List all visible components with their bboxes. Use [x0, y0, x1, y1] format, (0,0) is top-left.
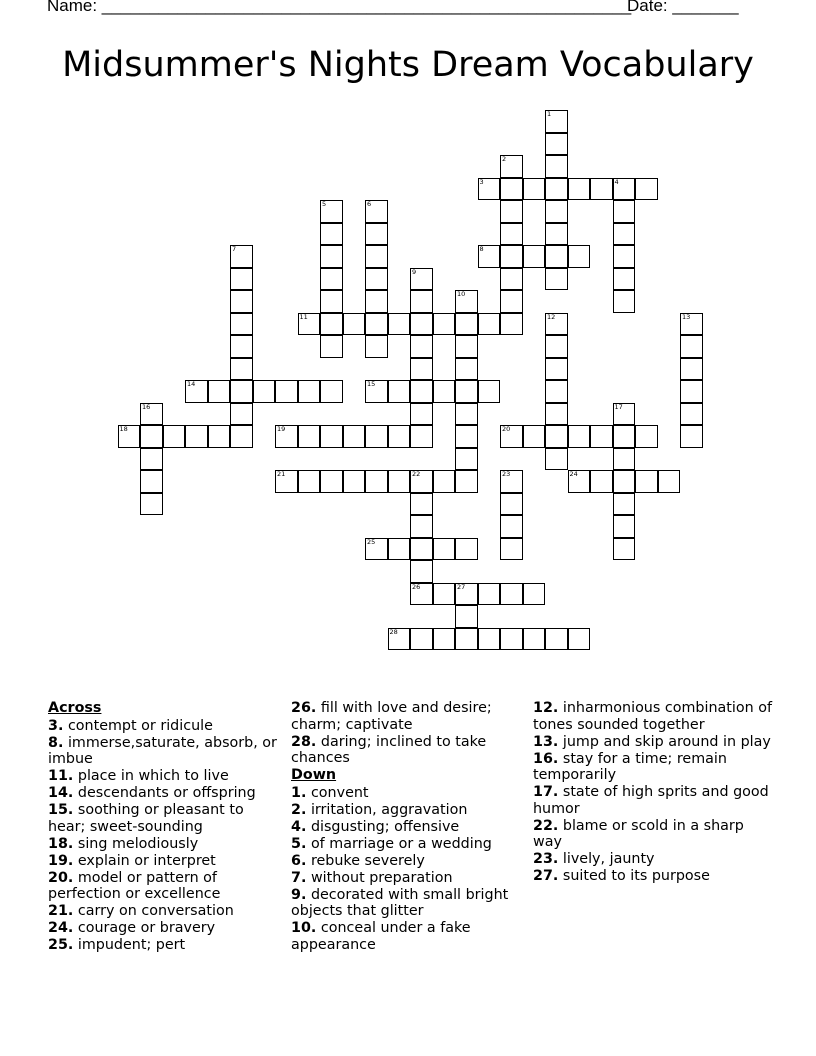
grid-cell[interactable]	[410, 335, 433, 358]
grid-cell[interactable]	[545, 380, 568, 403]
grid-cell[interactable]	[388, 313, 411, 336]
down-clue	[291, 870, 516, 887]
grid-cell[interactable]	[613, 223, 636, 246]
down-clue	[533, 851, 773, 868]
clue-text: jump and skip around in play	[562, 733, 771, 750]
grid-cell[interactable]	[320, 470, 343, 493]
cell-number: 24	[569, 470, 578, 478]
grid-cell[interactable]	[208, 380, 231, 403]
across-clue	[48, 735, 283, 768]
grid-cell[interactable]	[275, 425, 298, 448]
clue-text: convent	[310, 784, 369, 801]
down-clue	[291, 887, 516, 920]
grid-cell[interactable]	[163, 425, 186, 448]
grid-cell[interactable]	[343, 313, 366, 336]
grid-cell[interactable]	[140, 470, 163, 493]
down-clue	[533, 751, 773, 784]
grid-cell[interactable]	[500, 313, 523, 336]
cell-number: 2	[502, 155, 507, 163]
clue-number: 21.	[48, 903, 74, 919]
grid-cell[interactable]	[500, 493, 523, 516]
grid-cell[interactable]	[500, 178, 523, 201]
down-clue	[291, 802, 516, 819]
clue-number: 25.	[48, 937, 74, 953]
clue-text: carry on conversation	[77, 903, 234, 919]
clue-number: 9.	[291, 886, 307, 903]
clue-text: rebuke severely	[310, 852, 425, 869]
grid-cell[interactable]	[613, 470, 636, 493]
grid-cell[interactable]	[478, 380, 501, 403]
grid-cell[interactable]	[680, 380, 703, 403]
across-clue	[48, 903, 283, 920]
grid-cell[interactable]	[343, 470, 366, 493]
grid-cell[interactable]	[523, 245, 546, 268]
grid-cell[interactable]	[320, 313, 343, 336]
down-clue	[533, 700, 773, 733]
grid-cell[interactable]	[365, 380, 388, 403]
grid-cell[interactable]	[410, 628, 433, 651]
cell-number: 18	[119, 425, 128, 433]
grid-cell[interactable]	[590, 425, 613, 448]
cell-number: 12	[547, 312, 556, 321]
cell-number: 3	[479, 177, 484, 186]
clue-text: impudent; pert	[77, 937, 186, 953]
grid-cell[interactable]	[140, 448, 163, 471]
grid-cell[interactable]	[365, 335, 388, 358]
grid-cell[interactable]	[568, 425, 591, 448]
clue-text: model or pattern of perfection or excellence	[48, 869, 221, 902]
clue-number: 3.	[48, 717, 64, 734]
grid-cell[interactable]	[568, 178, 591, 201]
cell-number: 10	[457, 290, 466, 298]
grid-cell[interactable]	[478, 313, 501, 336]
grid-cell[interactable]	[500, 200, 523, 223]
down-clue	[533, 818, 773, 851]
grid-cell[interactable]	[253, 380, 276, 403]
clue-number: 13.	[533, 733, 559, 750]
grid-cell[interactable]	[545, 223, 568, 246]
clue-text: suited to its purpose	[562, 868, 710, 884]
clue-text: contempt or ridicule	[67, 717, 213, 734]
cell-number: 14	[187, 380, 196, 388]
grid-cell[interactable]	[590, 178, 613, 201]
grid-cell[interactable]	[500, 245, 523, 268]
across-clue	[291, 734, 516, 767]
grid-cell[interactable]	[500, 538, 523, 561]
clue-text: sing melodiously	[77, 835, 199, 852]
grid-cell[interactable]	[635, 178, 658, 201]
clue-number: 8.	[48, 734, 64, 751]
clue-text: without preparation	[310, 869, 453, 886]
grid-cell[interactable]	[568, 245, 591, 268]
down-clue	[291, 819, 516, 836]
clue-text: place in which to live	[77, 768, 229, 784]
clue-text: of marriage or a wedding	[310, 835, 492, 852]
grid-cell[interactable]	[455, 358, 478, 381]
grid-cell[interactable]	[680, 358, 703, 381]
grid-cell[interactable]	[388, 538, 411, 561]
clue-text: irritation, aggravation	[310, 801, 468, 818]
grid-cell[interactable]	[320, 245, 343, 268]
clue-number: 22.	[533, 817, 559, 834]
grid-cell[interactable]	[410, 313, 433, 336]
grid-cell[interactable]	[545, 313, 568, 336]
clue-number: 12.	[533, 700, 559, 716]
down-heading: Down	[291, 767, 337, 783]
clue-number: 20.	[48, 869, 74, 886]
across-clue	[48, 853, 283, 870]
across-clue	[291, 700, 516, 733]
grid-cell[interactable]	[523, 178, 546, 201]
cell-number: 7	[232, 245, 237, 253]
down-clue	[291, 853, 516, 870]
grid-cell[interactable]	[545, 403, 568, 426]
grid-cell[interactable]	[500, 470, 523, 493]
grid-cell[interactable]	[320, 268, 343, 291]
cell-number: 22	[412, 470, 421, 478]
cell-number: 19	[277, 425, 286, 433]
grid-cell[interactable]	[523, 583, 546, 606]
date-field-label[interactable]: Date: _______	[627, 0, 739, 15]
grid-cell[interactable]	[433, 538, 456, 561]
grid-cell[interactable]	[433, 380, 456, 403]
clue-text: explain or interpret	[77, 852, 216, 869]
clue-number: 14.	[48, 785, 74, 801]
grid-cell[interactable]	[230, 268, 253, 291]
cell-number: 9	[412, 267, 417, 276]
clue-text: disgusting; offensive	[310, 818, 460, 835]
grid-cell[interactable]	[230, 403, 253, 426]
grid-cell[interactable]	[320, 380, 343, 403]
cell-number: 6	[367, 200, 372, 208]
name-field-label[interactable]: Name: ________________________________________________________	[47, 0, 632, 15]
grid-cell[interactable]	[613, 245, 636, 268]
clue-text: daring; inclined to take chances	[291, 733, 487, 766]
grid-cell[interactable]	[613, 268, 636, 291]
grid-cell[interactable]	[478, 628, 501, 651]
clue-number: 19.	[48, 852, 74, 869]
grid-cell[interactable]	[433, 583, 456, 606]
down-clue	[291, 836, 516, 853]
clues-column-3	[533, 700, 773, 885]
grid-cell[interactable]	[388, 628, 411, 651]
grid-cell[interactable]	[410, 290, 433, 313]
grid-cell[interactable]	[523, 628, 546, 651]
grid-cell[interactable]	[320, 200, 343, 223]
grid-cell[interactable]	[365, 200, 388, 223]
clue-number: 11.	[48, 768, 74, 784]
grid-cell[interactable]	[500, 628, 523, 651]
clue-number: 24.	[48, 920, 74, 936]
cell-number: 4	[614, 177, 619, 186]
grid-cell[interactable]	[433, 470, 456, 493]
clue-number: 7.	[291, 869, 307, 886]
grid-cell[interactable]	[433, 628, 456, 651]
grid-cell[interactable]	[365, 470, 388, 493]
grid-cell[interactable]	[365, 223, 388, 246]
grid-cell[interactable]	[298, 380, 321, 403]
across-clue	[48, 718, 283, 735]
cell-number: 25	[367, 537, 376, 546]
grid-cell[interactable]	[410, 560, 433, 583]
cell-number: 11	[299, 312, 308, 321]
grid-cell[interactable]	[680, 313, 703, 336]
across-clue	[48, 836, 283, 853]
grid-cell[interactable]	[230, 358, 253, 381]
grid-cell[interactable]	[298, 313, 321, 336]
clue-number: 2.	[291, 801, 307, 818]
across-clue	[48, 870, 283, 903]
grid-cell[interactable]	[545, 200, 568, 223]
grid-cell[interactable]	[500, 268, 523, 291]
clue-text: conceal under a fake appearance	[291, 920, 471, 953]
cell-number: 8	[479, 245, 484, 253]
down-clue	[533, 734, 773, 751]
grid-cell[interactable]	[410, 380, 433, 403]
grid-cell[interactable]	[568, 470, 591, 493]
clue-text: courage or bravery	[77, 920, 216, 936]
cell-number: 17	[614, 402, 623, 411]
grid-cell[interactable]	[500, 425, 523, 448]
grid-cell[interactable]	[410, 425, 433, 448]
grid-cell[interactable]	[320, 223, 343, 246]
grid-cell[interactable]	[455, 628, 478, 651]
across-clue	[48, 920, 283, 937]
grid-cell[interactable]	[185, 425, 208, 448]
grid-cell[interactable]	[455, 403, 478, 426]
grid-cell[interactable]	[388, 380, 411, 403]
grid-cell[interactable]	[410, 268, 433, 291]
grid-cell[interactable]	[410, 470, 433, 493]
cell-number: 15	[367, 380, 376, 388]
cell-number: 28	[389, 627, 398, 636]
grid-cell[interactable]	[545, 268, 568, 291]
grid-cell[interactable]	[455, 290, 478, 313]
grid-cell[interactable]	[230, 335, 253, 358]
grid-cell[interactable]	[680, 403, 703, 426]
grid-cell[interactable]	[500, 223, 523, 246]
grid-cell[interactable]	[365, 538, 388, 561]
across-clue	[48, 785, 283, 802]
grid-cell[interactable]	[613, 200, 636, 223]
grid-cell[interactable]	[365, 290, 388, 313]
grid-cell[interactable]	[545, 335, 568, 358]
grid-cell[interactable]	[230, 313, 253, 336]
grid-cell[interactable]	[523, 425, 546, 448]
grid-cell[interactable]	[500, 583, 523, 606]
grid-cell[interactable]	[613, 515, 636, 538]
grid-cell[interactable]	[388, 470, 411, 493]
grid-cell[interactable]	[455, 313, 478, 336]
down-clue	[291, 920, 516, 953]
grid-cell[interactable]	[613, 425, 636, 448]
grid-cell[interactable]	[455, 470, 478, 493]
page-title: Midsummer's Nights Dream Vocabulary	[62, 45, 754, 85]
grid-cell[interactable]	[613, 178, 636, 201]
clue-number: 4.	[291, 818, 307, 835]
grid-cell[interactable]	[635, 470, 658, 493]
grid-cell[interactable]	[478, 178, 501, 201]
clues-column-2	[291, 700, 516, 954]
grid-cell[interactable]	[680, 425, 703, 448]
clue-text: immerse,saturate, absorb, or imbue	[48, 734, 277, 767]
clue-number: 23.	[533, 851, 559, 867]
grid-cell[interactable]	[613, 403, 636, 426]
grid-cell[interactable]	[613, 290, 636, 313]
clue-number: 10.	[291, 920, 317, 936]
clue-number: 16.	[533, 750, 559, 767]
clue-text: fill with love and desire; charm; captivate	[291, 700, 492, 733]
clue-number: 17.	[533, 784, 559, 800]
grid-cell[interactable]	[545, 245, 568, 268]
grid-cell[interactable]	[545, 178, 568, 201]
clue-number: 1.	[291, 784, 307, 801]
grid-cell[interactable]	[140, 425, 163, 448]
grid-cell[interactable]	[365, 425, 388, 448]
grid-cell[interactable]	[455, 538, 478, 561]
clue-number: 6.	[291, 852, 307, 869]
across-heading: Across	[48, 700, 102, 716]
grid-cell[interactable]	[410, 583, 433, 606]
clue-text: state of high sprits and good humor	[533, 784, 769, 817]
cell-number: 1	[547, 110, 552, 118]
grid-cell[interactable]	[275, 470, 298, 493]
grid-cell[interactable]	[320, 335, 343, 358]
grid-cell[interactable]	[545, 358, 568, 381]
grid-cell[interactable]	[590, 470, 613, 493]
grid-cell[interactable]	[343, 425, 366, 448]
grid-cell[interactable]	[478, 245, 501, 268]
grid-cell[interactable]	[635, 425, 658, 448]
grid-cell[interactable]	[410, 358, 433, 381]
clue-text: decorated with small bright objects that glitter	[291, 886, 509, 919]
grid-cell[interactable]	[365, 313, 388, 336]
grid-cell[interactable]	[545, 110, 568, 133]
grid-cell[interactable]	[208, 425, 231, 448]
grid-cell[interactable]	[455, 605, 478, 628]
grid-cell[interactable]	[433, 313, 456, 336]
grid-cell[interactable]	[410, 493, 433, 516]
clue-number: 26.	[291, 700, 317, 716]
down-clue	[533, 868, 773, 885]
grid-cell[interactable]	[298, 470, 321, 493]
clue-text: lively, jaunty	[562, 851, 655, 867]
clue-text: soothing or pleasant to hear; sweet-sounding	[48, 802, 244, 835]
grid-cell[interactable]	[478, 583, 501, 606]
clue-number: 5.	[291, 835, 307, 852]
grid-cell[interactable]	[680, 335, 703, 358]
grid-cell[interactable]	[230, 425, 253, 448]
across-clue	[48, 802, 283, 835]
grid-cell[interactable]	[410, 538, 433, 561]
grid-cell[interactable]	[455, 425, 478, 448]
grid-cell[interactable]	[140, 493, 163, 516]
across-clue	[48, 937, 283, 954]
grid-cell[interactable]	[118, 425, 141, 448]
grid-cell[interactable]	[230, 380, 253, 403]
cell-number: 5	[322, 200, 327, 208]
grid-cell[interactable]	[545, 155, 568, 178]
cell-number: 26	[412, 582, 421, 591]
clue-number: 27.	[533, 868, 559, 884]
cell-number: 23	[502, 470, 511, 478]
grid-cell[interactable]	[613, 448, 636, 471]
clue-number: 28.	[291, 733, 317, 750]
down-clue	[291, 785, 516, 802]
grid-cell[interactable]	[365, 268, 388, 291]
grid-cell[interactable]	[410, 515, 433, 538]
grid-cell[interactable]	[388, 425, 411, 448]
grid-cell[interactable]	[320, 290, 343, 313]
down-clue	[533, 784, 773, 817]
clue-number: 18.	[48, 835, 74, 852]
grid-cell[interactable]	[298, 425, 321, 448]
grid-cell[interactable]	[320, 425, 343, 448]
grid-cell[interactable]	[545, 448, 568, 471]
grid-cell[interactable]	[500, 290, 523, 313]
grid-cell[interactable]	[365, 245, 388, 268]
grid-cell[interactable]	[410, 403, 433, 426]
grid-cell[interactable]	[500, 515, 523, 538]
clue-text: stay for a time; remain temporarily	[533, 750, 727, 783]
clues-column-1	[48, 700, 283, 954]
grid-cell[interactable]	[545, 628, 568, 651]
grid-cell[interactable]	[455, 380, 478, 403]
grid-cell[interactable]	[455, 448, 478, 471]
cell-number: 21	[277, 470, 286, 478]
grid-cell[interactable]	[230, 290, 253, 313]
grid-cell[interactable]	[658, 470, 681, 493]
clue-text: blame or scold in a sharp way	[533, 817, 744, 850]
across-clue	[48, 768, 283, 785]
cell-number: 16	[142, 402, 151, 411]
grid-cell[interactable]	[455, 335, 478, 358]
grid-cell[interactable]	[230, 245, 253, 268]
grid-cell[interactable]	[568, 628, 591, 651]
grid-cell[interactable]	[545, 133, 568, 156]
clue-number: 15.	[48, 802, 74, 818]
grid-cell[interactable]	[613, 538, 636, 561]
grid-cell[interactable]	[455, 583, 478, 606]
cell-number: 27	[457, 582, 466, 591]
cell-number: 13	[682, 312, 691, 321]
grid-cell[interactable]	[613, 493, 636, 516]
clue-text: inharmonious combination of tones sounded together	[533, 700, 772, 733]
grid-cell[interactable]	[545, 425, 568, 448]
grid-cell[interactable]	[140, 403, 163, 426]
grid-cell[interactable]	[185, 380, 208, 403]
clue-text: descendants or offspring	[77, 785, 256, 801]
cell-number: 20	[502, 425, 511, 433]
grid-cell[interactable]	[275, 380, 298, 403]
grid-cell[interactable]	[500, 155, 523, 178]
